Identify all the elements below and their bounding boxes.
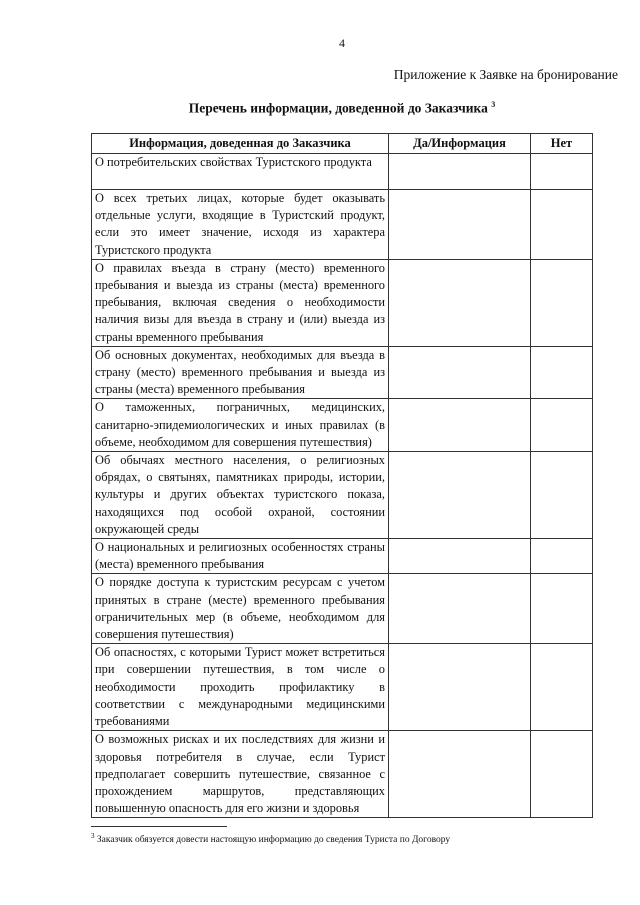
row-yes-cell[interactable] — [389, 259, 531, 346]
row-no-cell[interactable] — [531, 346, 593, 399]
row-yes-cell[interactable] — [389, 154, 531, 190]
header-no: Нет — [531, 134, 593, 154]
row-no-cell[interactable] — [531, 539, 593, 574]
row-information-text: Об обычаях местного населения, о религиозных обрядах, о святынях, памятниках природы, истории, культуры и других объектах туристского показа, находящихся под особой охраной, состоянии окружающей среды — [92, 452, 389, 539]
footnote-text: Заказчик обязуется довести настоящую информацию до сведения Туриста по Договору — [96, 835, 451, 846]
table-row — [92, 259, 593, 346]
table-row — [92, 399, 593, 452]
row-information-text: О возможных рисках и их последствиях для жизни и здоровья потребителя в случае, если Турист предполагает совершить путешествие, связанное с прохождением маршрутов, представляющих повышенную опасность для его жизни и здоровья — [92, 731, 389, 818]
row-no-cell[interactable] — [531, 259, 593, 346]
row-information-text: О потребительских свойствах Туристского продукта — [92, 154, 389, 190]
table-row — [92, 346, 593, 399]
row-yes-cell[interactable] — [389, 190, 531, 260]
row-information-text: О всех третьих лицах, которые будет оказывать отдельные услуги, входящие в Туристский продукт, если это имеет значение, исходя из характера Туристского продукта — [92, 190, 389, 260]
row-no-cell[interactable] — [531, 731, 593, 818]
footnote — [91, 832, 450, 845]
row-no-cell[interactable] — [531, 644, 593, 731]
row-yes-cell[interactable] — [389, 731, 531, 818]
page-number: 4 — [339, 36, 345, 50]
row-information-text: О порядке доступа к туристским ресурсам с учетом принятых в стране (месте) временного пребывания ограничительных мер (в объеме, необходимом для совершения путешествия) — [92, 574, 389, 644]
row-information-text: О правилах въезда в страну (место) временного пребывания и выезда из страны (места) временного пребывания, включая сведения о необходимости наличия визы для въезда в страну и (или) выезда из страны временного пребывания — [92, 259, 389, 346]
document-title — [22, 100, 640, 117]
footnote-mark: 3 — [91, 832, 95, 840]
row-yes-cell[interactable] — [389, 574, 531, 644]
title-footnote-mark: 3 — [491, 100, 496, 109]
table-row — [92, 574, 593, 644]
row-yes-cell[interactable] — [389, 644, 531, 731]
row-information-text: О национальных и религиозных особенностях страны (места) временного пребывания — [92, 539, 389, 574]
row-information-text: Об основных документах, необходимых для въезда в страну (место) временного пребывания и выезда из страны (места) временного пребывания — [92, 346, 389, 399]
header-yes-information: Да/Информация — [389, 134, 531, 154]
row-yes-cell[interactable] — [389, 399, 531, 452]
row-information-text: Об опасностях, с которыми Турист может встретиться при совершении путешествия, в том числе о необходимости проходить профилактику в соответствии с международными медицинскими требованиями — [92, 644, 389, 731]
row-yes-cell[interactable] — [389, 346, 531, 399]
table-row — [92, 539, 593, 574]
row-information-text: О таможенных, пограничных, медицинских, санитарно-эпидемиологических и иных правилах (в объеме, необходимом для совершения путешествия) — [92, 399, 389, 452]
row-yes-cell[interactable] — [389, 539, 531, 574]
row-no-cell[interactable] — [531, 190, 593, 260]
header-information: Информация, доведенная до Заказчика — [92, 134, 389, 154]
table-row — [92, 190, 593, 260]
row-yes-cell[interactable] — [389, 452, 531, 539]
table-row — [92, 452, 593, 539]
table-header-row — [92, 134, 593, 154]
appendix-label: Приложение к Заявке на бронирование — [393, 67, 618, 82]
table-row — [92, 644, 593, 731]
row-no-cell[interactable] — [531, 452, 593, 539]
information-table — [91, 133, 593, 818]
title-text: Перечень информации, доведенной до Заказчика — [188, 100, 488, 116]
table-row — [92, 154, 593, 190]
row-no-cell[interactable] — [531, 154, 593, 190]
row-no-cell[interactable] — [531, 399, 593, 452]
table-row — [92, 731, 593, 818]
footnote-divider — [91, 826, 227, 827]
row-no-cell[interactable] — [531, 574, 593, 644]
